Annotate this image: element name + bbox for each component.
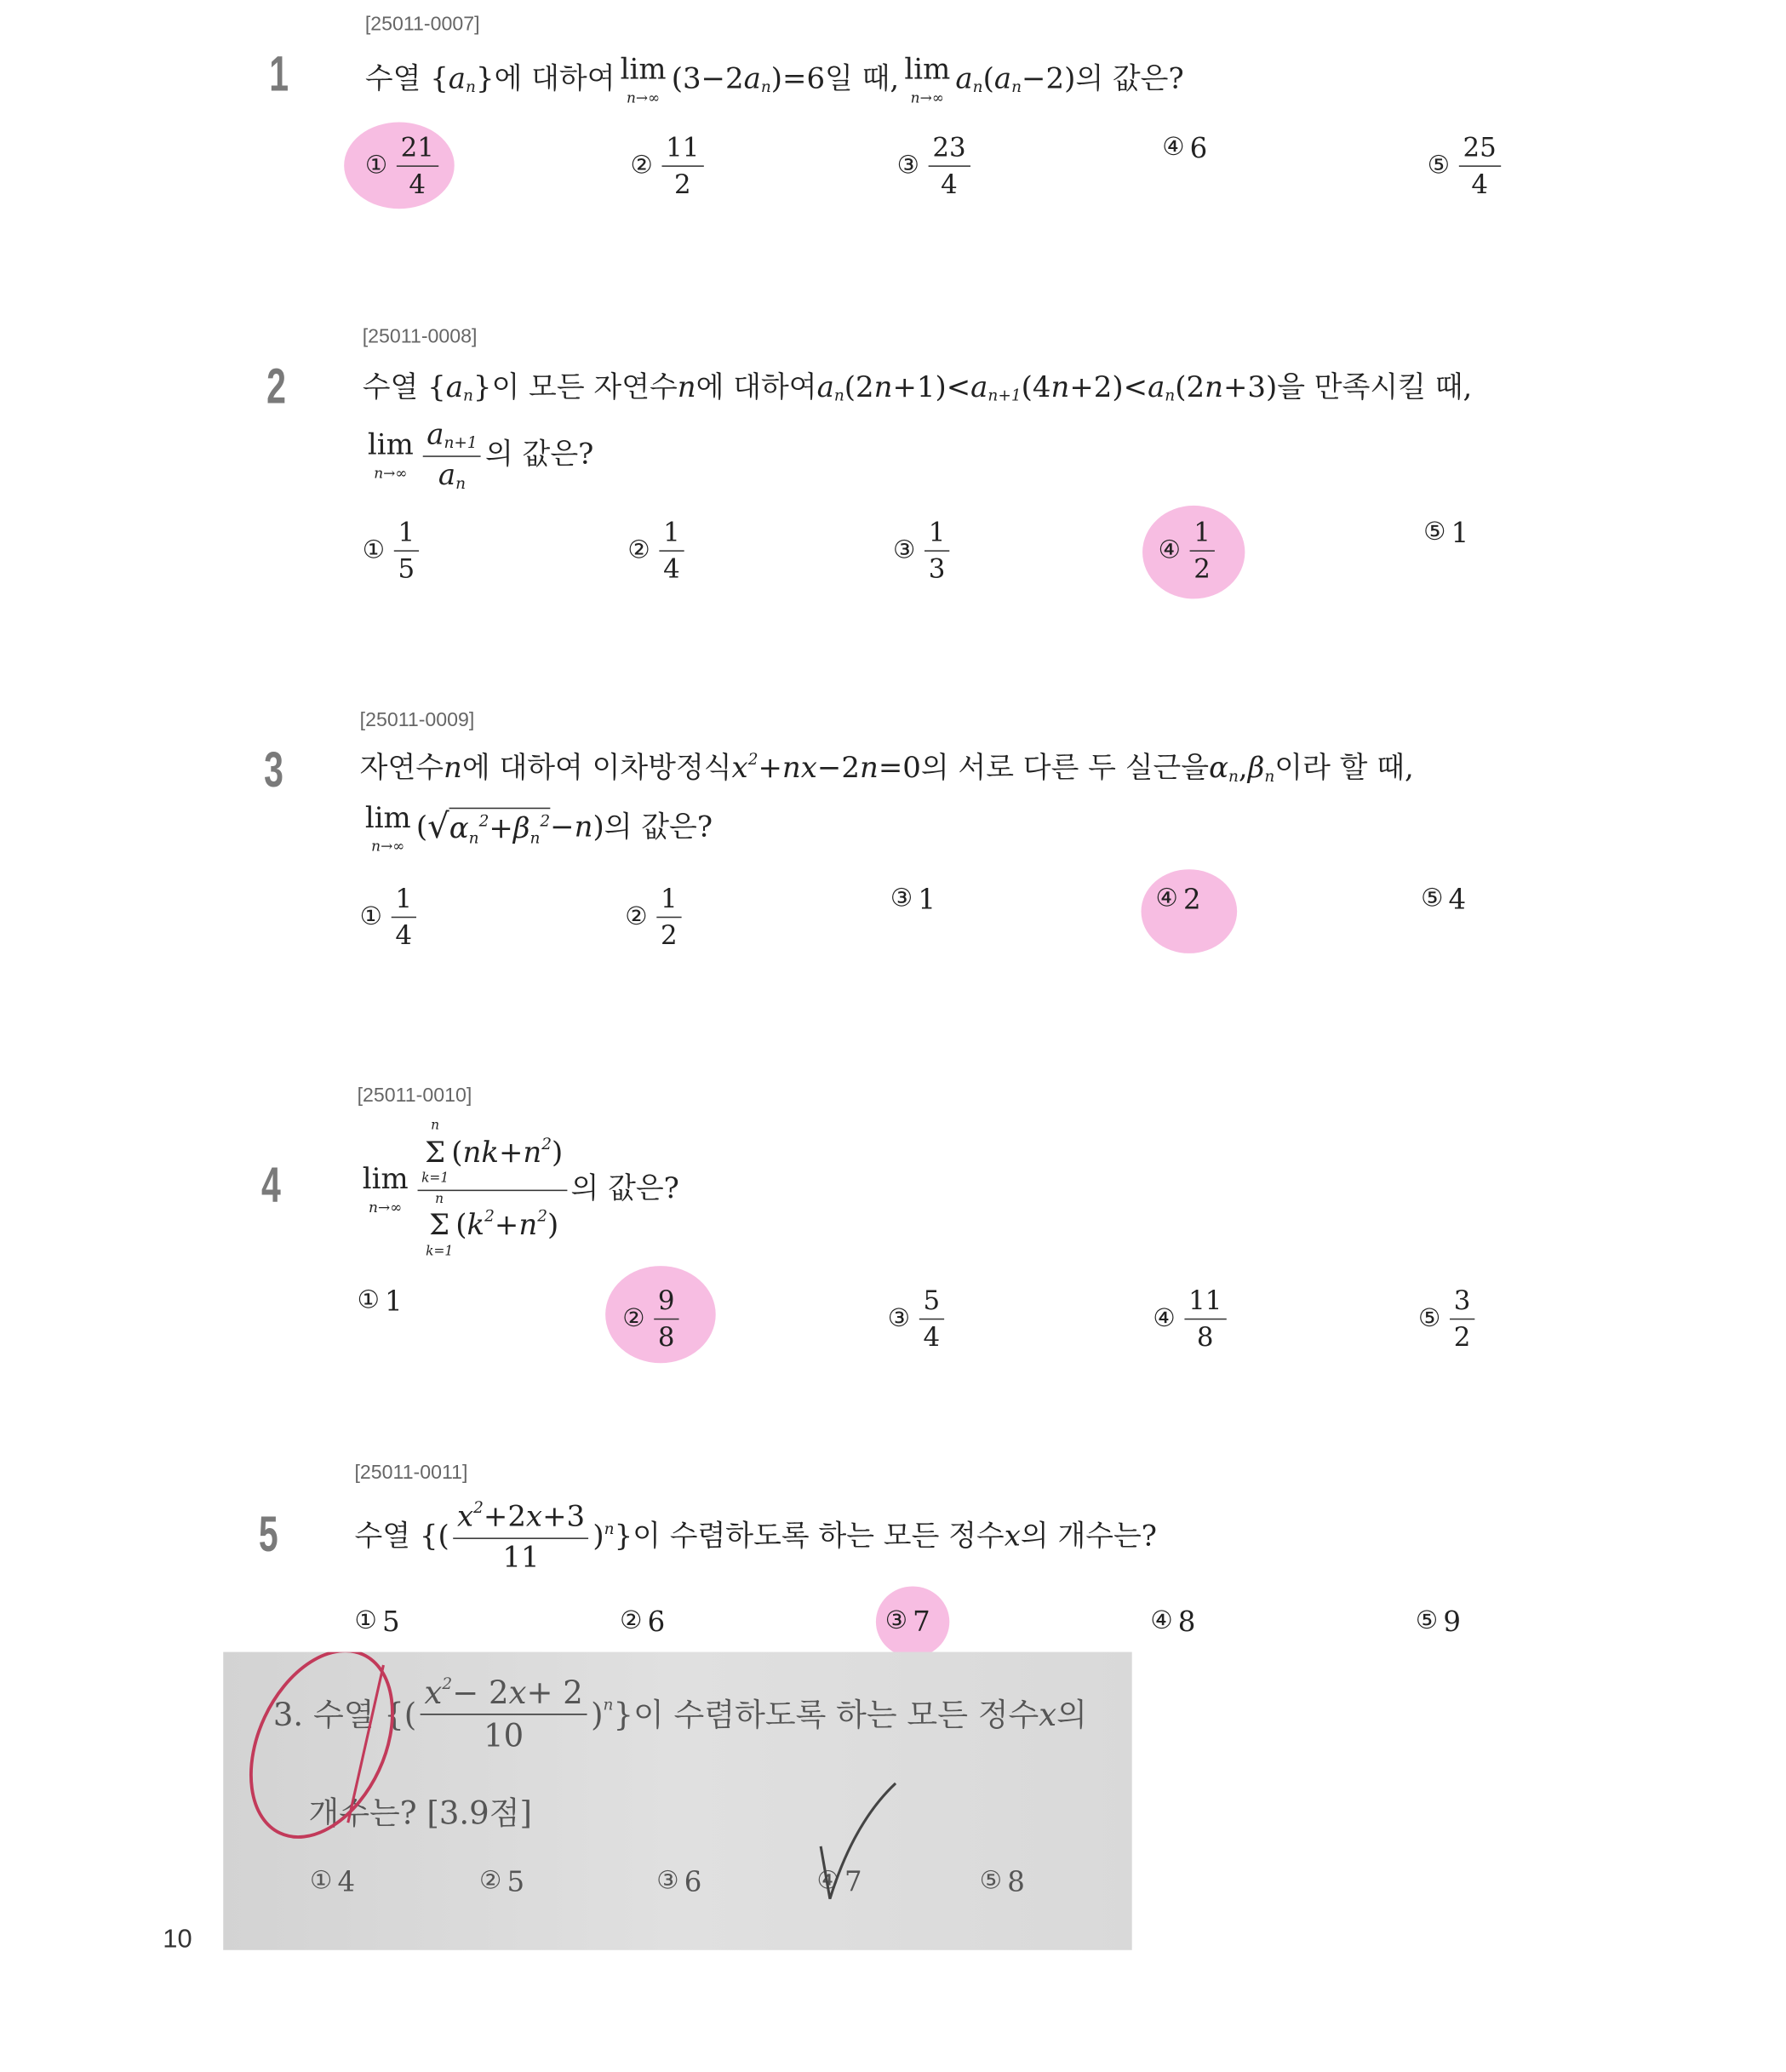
answer-choice-3[interactable] [885, 1605, 930, 1639]
text-run: 수열 { [364, 62, 449, 96]
choice-number: ④ [1150, 1606, 1173, 1635]
math-variable: x [525, 1501, 543, 1534]
answer-choice-2[interactable] [630, 131, 707, 201]
text-run: 의 개수는? [1020, 1520, 1158, 1554]
text-run: +3)을 만족시킬 때, [1222, 371, 1473, 405]
superscript: n [603, 1695, 614, 1714]
text-run: +3 [542, 1501, 586, 1534]
choice-fraction [656, 883, 681, 953]
text-run: 의 값은? [570, 1172, 679, 1206]
text-run: +1)< [892, 371, 971, 405]
text-run: (4 [1021, 371, 1051, 405]
choice-number: ② [627, 535, 650, 564]
answer-choice-4[interactable] [1162, 131, 1207, 165]
choice-value: 1 [918, 884, 936, 916]
math-variable: x [731, 752, 748, 786]
choice-fraction [654, 1285, 678, 1354]
limit-word: lim [364, 802, 411, 836]
text-run: 3. 수열 {( [272, 1696, 417, 1733]
answer-choice-2[interactable] [625, 883, 685, 953]
choice-number: ④ [1158, 535, 1181, 564]
subscript: n [1264, 767, 1275, 786]
radical-icon: √ [427, 808, 449, 848]
choice-number: ④ [1155, 884, 1178, 913]
math-variable: a [743, 62, 761, 96]
fraction-denominator: 2 [1453, 1320, 1471, 1353]
limit-word: lim [904, 54, 951, 87]
fraction-numerator: 11 [1184, 1285, 1226, 1320]
fraction-numerator [423, 418, 482, 457]
text-run: + [498, 1136, 524, 1170]
superscript: 2 [540, 810, 551, 830]
choice-number: ④ [816, 1866, 839, 1896]
text-run: − [550, 811, 575, 844]
choice-number: ③ [884, 1606, 908, 1635]
text-run: 에 대하여 [696, 371, 817, 405]
fraction-numerator: 11 [662, 131, 704, 167]
choice-value: 7 [913, 1606, 930, 1638]
fraction-numerator [417, 1119, 566, 1190]
subscript: n [530, 827, 541, 847]
math-variable: n [523, 1136, 542, 1170]
question-stem-line [363, 370, 1473, 406]
fraction-denominator [502, 1538, 539, 1576]
choice-number: ② [479, 1866, 502, 1896]
answer-choice-1[interactable] [365, 131, 442, 201]
exam-photo-clipping [223, 1652, 1131, 1950]
math-variable: n [859, 752, 879, 786]
text-run: ) [591, 1696, 604, 1733]
math-variable: n [574, 811, 593, 844]
text-run: }에 대하여 [475, 62, 615, 96]
choice-number: ① [357, 1285, 380, 1315]
fraction-denominator: 4 [941, 168, 958, 200]
text-run: )의 값은? [592, 811, 713, 844]
text-run: 개수는? [3.9점] [308, 1794, 532, 1832]
choice-fraction [919, 1285, 944, 1354]
choice-number: ⑤ [1421, 884, 1444, 913]
superscript: 2 [478, 810, 489, 830]
choice-value: 8 [1177, 1606, 1196, 1638]
fraction-numerator: 9 [654, 1285, 678, 1320]
math-variable: a [426, 419, 444, 452]
choice-fraction [929, 131, 970, 201]
subscript: n [1011, 77, 1022, 96]
page-number: 10 [163, 1925, 192, 1955]
fraction-numerator: 1 [1190, 516, 1215, 552]
text-run: 11 [502, 1541, 540, 1574]
question-number: 1 [269, 47, 289, 103]
question-stem-line [358, 1119, 679, 1261]
fraction-numerator: 23 [929, 131, 970, 167]
limit-subscript: n→∞ [369, 1199, 403, 1216]
answer-choice-1[interactable] [360, 883, 421, 953]
text-run: }이 수렴하도록 하는 모든 정수 [613, 1696, 1039, 1733]
text-run: 수열 {( [354, 1520, 449, 1554]
subscript: n [972, 77, 983, 96]
answer-choice-4[interactable] [1155, 883, 1200, 917]
text-run: −2)의 값은? [1022, 62, 1184, 96]
math-variable: a [438, 459, 456, 492]
question-number: 4 [260, 1158, 281, 1214]
answer-choice-5[interactable] [1416, 1605, 1461, 1639]
choice-number: ③ [890, 884, 913, 913]
text-run: (2 [1175, 371, 1205, 405]
answer-choice-5[interactable] [1418, 1285, 1479, 1354]
question-code: [25011-0009] [359, 709, 475, 732]
text-run: ( [415, 811, 428, 844]
math-variable: β [512, 813, 530, 847]
choice-fraction [392, 883, 416, 953]
summation-upper: n [431, 1119, 440, 1134]
limit-operator [365, 801, 411, 856]
text-run: ) [547, 1209, 559, 1243]
math-variable: a [816, 371, 834, 405]
limit-subscript: n→∞ [910, 89, 944, 106]
choice-value: 6 [647, 1606, 666, 1638]
choice-number: ⑤ [979, 1866, 1003, 1896]
limit-word: lim [362, 1164, 409, 1197]
text-run: ( [982, 62, 994, 96]
choice-fraction [394, 516, 419, 586]
limit-subscript: n→∞ [626, 89, 661, 106]
math-variable: β [1247, 752, 1265, 786]
fraction-denominator: 3 [928, 552, 946, 585]
answer-choice-5[interactable] [1421, 883, 1466, 917]
subscript: n [833, 386, 844, 405]
math-variable: n [1050, 371, 1070, 405]
text-run: 자연수 [359, 752, 444, 786]
choice-value: 4 [1448, 884, 1467, 916]
choice-number: ① [310, 1866, 333, 1896]
text-run: + [489, 813, 513, 847]
math-variable: a [970, 371, 988, 405]
fraction-denominator [426, 1190, 558, 1261]
text-run: (3−2 [671, 62, 744, 96]
fraction-denominator: 2 [661, 919, 678, 951]
choice-number: ③ [896, 150, 919, 180]
fraction-denominator: 4 [395, 919, 413, 951]
choice-fraction [1459, 131, 1501, 201]
choice-value: 5 [507, 1866, 525, 1898]
math-variable: a [445, 371, 463, 405]
limit-operator [363, 1163, 409, 1217]
choice-number: ③ [887, 1303, 911, 1333]
fraction-denominator: 2 [673, 168, 691, 200]
choice-number: ① [359, 901, 382, 931]
answer-choice-2[interactable] [620, 1605, 665, 1639]
answer-choice-3[interactable] [893, 516, 953, 586]
choice-number: ② [622, 1303, 645, 1333]
limit-subscript: n→∞ [374, 464, 408, 482]
answer-choice-3[interactable] [897, 131, 974, 201]
math-variable: nx [781, 752, 817, 786]
superscript: 2 [541, 1134, 552, 1153]
fraction-numerator: 1 [392, 883, 416, 919]
math-variable: k [467, 1209, 485, 1243]
answer-choice-1[interactable] [358, 1285, 403, 1319]
math-variable: n [873, 371, 893, 405]
question-number: 2 [266, 359, 286, 415]
choice-number: ③ [892, 535, 916, 564]
question-code: [25011-0008] [362, 325, 478, 348]
fraction-denominator: 8 [657, 1320, 675, 1353]
choice-number: ② [625, 901, 648, 931]
subscript: n [468, 827, 479, 847]
text-run: −2 [816, 752, 860, 786]
red-circle-mark [223, 1652, 421, 1860]
math-variable: n [677, 371, 696, 405]
math-variable: x [1004, 1520, 1021, 1554]
choice-number: ④ [1162, 133, 1185, 163]
choice-number: ⑤ [1418, 1303, 1441, 1333]
math-variable: a [955, 62, 973, 96]
fraction-denominator: 4 [409, 168, 426, 200]
math-variable: n [1205, 371, 1223, 405]
fraction-numerator: 3 [1450, 1285, 1474, 1320]
choice-number: ② [620, 1606, 643, 1635]
subscript: n+1 [987, 386, 1022, 405]
choice-number: ① [354, 1606, 377, 1635]
choice-number: ① [362, 535, 386, 564]
math-variable: α [449, 813, 469, 847]
math-variable: n [518, 1209, 538, 1243]
fraction-numerator: 1 [656, 883, 681, 919]
sigma-symbol: Σ [429, 1209, 450, 1243]
red-slash-mark [348, 1665, 384, 1823]
pencil-check-icon [821, 1783, 896, 1899]
math-variable: x [424, 1674, 443, 1712]
choice-value: 7 [844, 1866, 862, 1898]
summation-operator [426, 1192, 453, 1261]
ink-marks [223, 1652, 1131, 1950]
answer-choice-2[interactable] [622, 1285, 683, 1354]
fraction-denominator: 4 [1471, 168, 1488, 200]
answer-choice-1[interactable] [355, 1605, 400, 1639]
limit-operator [904, 53, 950, 107]
fraction [453, 1500, 588, 1576]
superscript: 2 [473, 1498, 484, 1518]
answer-choice-5[interactable] [1423, 516, 1468, 550]
text-run: =0의 서로 다른 두 실근을 [878, 752, 1210, 786]
choice-fraction [1450, 1285, 1474, 1354]
choice-fraction [659, 516, 684, 586]
question-stem-line [360, 751, 1414, 787]
fraction-denominator [438, 456, 466, 494]
radicand [449, 808, 550, 848]
text-run: 에 대하여 이차방정식 [461, 752, 732, 786]
math-variable: x [456, 1501, 474, 1534]
superscript: 2 [484, 1207, 495, 1226]
answer-choice-4[interactable] [1159, 516, 1219, 586]
sigma-symbol: Σ [425, 1136, 446, 1170]
subscript: n [466, 77, 476, 96]
choice-value: 9 [1443, 1606, 1462, 1638]
fraction-denominator: 8 [1196, 1320, 1214, 1353]
answer-choice-2[interactable] [627, 516, 688, 586]
fraction-numerator [453, 1500, 588, 1539]
choice-value: 5 [381, 1606, 400, 1638]
text-run: (2 [844, 371, 874, 405]
subscript: n [760, 77, 771, 96]
text-run: +2)< [1069, 371, 1148, 405]
fraction-denominator: 5 [398, 552, 415, 585]
square-root [427, 807, 550, 850]
choice-number: ③ [656, 1866, 679, 1896]
math-variable: α [1209, 752, 1229, 786]
question-code: [25011-0010] [357, 1085, 472, 1108]
math-variable: a [448, 62, 467, 96]
question-stem-line [363, 418, 594, 494]
answer-choice-4[interactable] [1150, 1605, 1195, 1639]
summation-lower: k=1 [421, 1171, 449, 1186]
text-run: 의 값은? [484, 438, 594, 472]
answer-choice-3[interactable] [888, 1285, 948, 1354]
summation-lower: k=1 [426, 1244, 454, 1259]
fraction-numerator: 1 [659, 516, 684, 552]
math-variable: n [444, 752, 462, 786]
text-run: − 2 [452, 1674, 509, 1712]
fraction [423, 418, 482, 494]
text-run: 수열 { [362, 371, 446, 405]
text-run: , [1238, 752, 1248, 786]
fraction [417, 1119, 566, 1261]
choice-value: 1 [1451, 517, 1469, 549]
question-number: 3 [264, 743, 283, 798]
choice-value: 1 [385, 1285, 403, 1318]
choice-number: ⑤ [1423, 518, 1446, 547]
math-variable: a [993, 62, 1012, 96]
choice-number: ② [630, 150, 653, 180]
choice-number: ⑤ [1427, 150, 1451, 180]
choice-number: ⑤ [1415, 1606, 1439, 1635]
fraction-numerator: 25 [1459, 131, 1501, 167]
text-run: ( [455, 1209, 467, 1243]
superscript: 2 [442, 1674, 453, 1692]
choice-value: 8 [1007, 1866, 1025, 1898]
text-run: + [758, 752, 782, 786]
fraction-numerator: 1 [394, 516, 419, 552]
limit-operator [368, 428, 414, 483]
fraction-denominator: 2 [1194, 552, 1211, 585]
question-stem-line [360, 801, 713, 856]
choice-value: 4 [337, 1866, 356, 1898]
superscript: n [604, 1519, 615, 1537]
text-run: + [494, 1209, 519, 1243]
question-stem-line [355, 1500, 1158, 1576]
fraction-denominator: 4 [923, 1320, 941, 1353]
math-variable: nk [462, 1136, 499, 1170]
limit-subscript: n→∞ [371, 837, 405, 855]
subscript: n [1165, 386, 1176, 405]
question-code: [25011-0007] [364, 13, 480, 36]
math-variable: a [1148, 371, 1165, 405]
math-variable: x [1039, 1696, 1057, 1733]
text-run: 의 [1056, 1696, 1087, 1733]
text-run: + 2 [526, 1674, 583, 1712]
choice-fraction [1190, 516, 1215, 586]
summation-upper: n [435, 1191, 444, 1206]
answer-choice-5[interactable] [1428, 131, 1504, 201]
text-run: +2 [483, 1501, 526, 1534]
question-stem-line [365, 53, 1184, 107]
choice-value: 6 [684, 1866, 702, 1898]
subscript: n+1 [444, 433, 478, 453]
subscript: n [462, 386, 473, 405]
choice-fraction [1184, 1285, 1226, 1354]
fraction-numerator: 21 [397, 131, 438, 167]
question-number: 5 [258, 1507, 278, 1563]
fraction-numerator: 1 [924, 516, 949, 552]
subscript: n [455, 473, 467, 493]
superscript: 2 [537, 1207, 547, 1226]
text-run: ( [451, 1136, 463, 1170]
choice-number: ④ [1153, 1303, 1176, 1333]
choice-number: ① [364, 150, 388, 180]
answer-choice-1[interactable] [363, 516, 423, 586]
choice-fraction [397, 131, 438, 201]
answer-choice-3[interactable] [890, 883, 936, 917]
choice-value: 6 [1189, 132, 1208, 164]
text-run: )=6일 때, [770, 62, 900, 96]
limit-operator [621, 53, 667, 107]
math-variable: x [508, 1674, 527, 1712]
text-run: ) [592, 1520, 604, 1554]
subscript: n [1228, 767, 1239, 786]
fraction-denominator: 4 [663, 552, 680, 585]
text-run: }이 모든 자연수 [472, 371, 678, 405]
text-run: }이 수렴하도록 하는 모든 정수 [614, 1520, 1005, 1554]
text-run: 이라 할 때, [1274, 752, 1414, 786]
limit-word: lim [367, 430, 414, 463]
limit-word: lim [620, 54, 667, 87]
choice-value: 2 [1182, 884, 1201, 916]
text-run: 10 [484, 1717, 524, 1754]
question-code: [25011-0011] [354, 1461, 468, 1485]
answer-choice-4[interactable] [1153, 1285, 1229, 1354]
summation-operator [421, 1119, 449, 1188]
fraction-numerator: 5 [919, 1285, 944, 1320]
choice-fraction [662, 131, 704, 201]
superscript: 2 [747, 750, 758, 769]
text-run: ) [552, 1136, 564, 1170]
choice-fraction [924, 516, 949, 586]
